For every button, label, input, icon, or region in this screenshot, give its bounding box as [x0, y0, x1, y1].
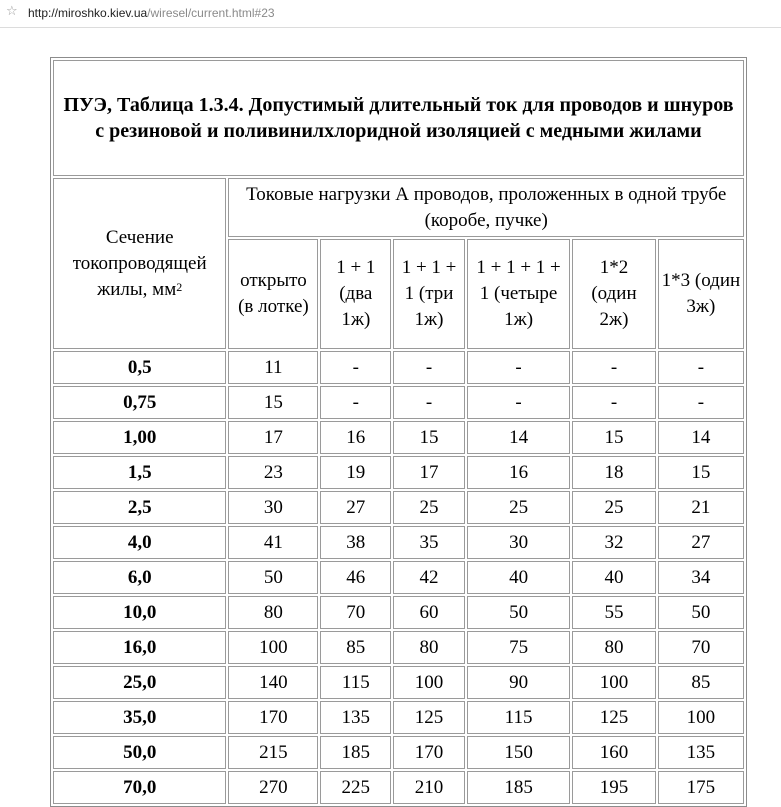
table-cell: 41 — [228, 526, 318, 559]
table-cell: 55 — [572, 596, 656, 629]
table-cell: 75 — [467, 631, 570, 664]
table-cell: 40 — [467, 561, 570, 594]
table-row — [53, 456, 744, 489]
table-cell: 135 — [320, 701, 391, 734]
url-path: /wiresel/current.html#23 — [147, 6, 275, 20]
table-cell: 25 — [393, 491, 465, 524]
table-cell: 140 — [228, 666, 318, 699]
address-bar[interactable] — [0, 0, 781, 28]
table-cell: - — [658, 386, 744, 419]
url-text[interactable] — [28, 6, 275, 20]
table-cell: 170 — [228, 701, 318, 734]
table-row — [53, 386, 744, 419]
row-section: 50,0 — [53, 736, 226, 769]
table-cell: - — [320, 351, 391, 384]
section-header-text: Сечение токопроводящей жилы, мм — [72, 226, 207, 300]
table-row — [53, 491, 744, 524]
table-cell: 42 — [393, 561, 465, 594]
table-cell: 100 — [393, 666, 465, 699]
table-cell: 18 — [572, 456, 656, 489]
table-cell: 185 — [320, 736, 391, 769]
table-cell: 85 — [658, 666, 744, 699]
table-cell: 14 — [658, 421, 744, 454]
table-cell: 70 — [320, 596, 391, 629]
table-cell: 38 — [320, 526, 391, 559]
row-section: 70,0 — [53, 771, 226, 804]
table-cell: 50 — [467, 596, 570, 629]
table-cell: 100 — [228, 631, 318, 664]
row-section: 35,0 — [53, 701, 226, 734]
load-group-header: Токовые нагрузки А проводов, проложенных в одной трубе (коробе, пучке) — [228, 178, 744, 237]
column-header-1: открыто (в лотке) — [228, 239, 318, 349]
table-cell: 185 — [467, 771, 570, 804]
table-cell: 60 — [393, 596, 465, 629]
table-cell: 80 — [228, 596, 318, 629]
table-cell: 270 — [228, 771, 318, 804]
table-cell: - — [572, 386, 656, 419]
column-header-3: 1 + 1 + 1 (три 1ж) — [393, 239, 465, 349]
table-cell: 115 — [320, 666, 391, 699]
table-cell: 215 — [228, 736, 318, 769]
url-host: http://miroshko.kiev.ua — [28, 6, 148, 20]
row-section: 25,0 — [53, 666, 226, 699]
table-cell: 15 — [228, 386, 318, 419]
table-row — [53, 596, 744, 629]
table-cell: 70 — [658, 631, 744, 664]
table-cell: - — [393, 351, 465, 384]
table-cell: 50 — [658, 596, 744, 629]
star-icon[interactable]: ☆ — [6, 4, 18, 19]
row-section: 0,5 — [53, 351, 226, 384]
table-cell: - — [393, 386, 465, 419]
table-cell: 15 — [572, 421, 656, 454]
table-cell: 15 — [658, 456, 744, 489]
table-cell: 85 — [320, 631, 391, 664]
table-cell: 175 — [658, 771, 744, 804]
section-column-header — [53, 178, 226, 349]
table-cell: 35 — [393, 526, 465, 559]
table-cell: 30 — [467, 526, 570, 559]
table-row — [53, 526, 744, 559]
row-section: 16,0 — [53, 631, 226, 664]
row-section: 10,0 — [53, 596, 226, 629]
table-cell: 115 — [467, 701, 570, 734]
table-cell: 14 — [467, 421, 570, 454]
table-cell: 16 — [467, 456, 570, 489]
row-section: 4,0 — [53, 526, 226, 559]
current-table — [50, 57, 747, 807]
row-section: 1,5 — [53, 456, 226, 489]
column-header-6: 1*3 (один 3ж) — [658, 239, 744, 349]
table-cell: 34 — [658, 561, 744, 594]
table-cell: 27 — [658, 526, 744, 559]
table-cell: 90 — [467, 666, 570, 699]
table-cell: 210 — [393, 771, 465, 804]
table-cell: 125 — [572, 701, 656, 734]
row-section: 6,0 — [53, 561, 226, 594]
table-cell: - — [467, 386, 570, 419]
table-cell: 80 — [393, 631, 465, 664]
table-title — [53, 60, 744, 176]
table-row — [53, 701, 744, 734]
table-cell: 17 — [393, 456, 465, 489]
row-section: 1,00 — [53, 421, 226, 454]
table-cell: 100 — [572, 666, 656, 699]
table-row — [53, 561, 744, 594]
row-section: 0,75 — [53, 386, 226, 419]
table-title-line2: с резиновой и поливинилхлоридной изоляцией с медными жилами — [95, 120, 702, 142]
table-cell: 11 — [228, 351, 318, 384]
table-cell: 170 — [393, 736, 465, 769]
table-cell: 25 — [467, 491, 570, 524]
column-header-2: 1 + 1 (два 1ж) — [320, 239, 391, 349]
table-row — [53, 736, 744, 769]
table-row — [53, 771, 744, 804]
table-cell: 100 — [658, 701, 744, 734]
table-row — [53, 421, 744, 454]
column-header-4: 1 + 1 + 1 + 1 (четыре 1ж) — [467, 239, 570, 349]
table-row — [53, 666, 744, 699]
table-cell: 17 — [228, 421, 318, 454]
table-cell: 23 — [228, 456, 318, 489]
table-cell: 150 — [467, 736, 570, 769]
table-cell: 32 — [572, 526, 656, 559]
table-cell: - — [320, 386, 391, 419]
table-cell: - — [467, 351, 570, 384]
table-cell: 21 — [658, 491, 744, 524]
section-header-superscript: 2 — [176, 279, 183, 294]
table-cell: 15 — [393, 421, 465, 454]
table-cell: 160 — [572, 736, 656, 769]
table-cell: 225 — [320, 771, 391, 804]
table-cell: - — [658, 351, 744, 384]
table-cell: 40 — [572, 561, 656, 594]
table-cell: 46 — [320, 561, 391, 594]
table-row — [53, 631, 744, 664]
table-cell: 125 — [393, 701, 465, 734]
table-cell: 25 — [572, 491, 656, 524]
row-section: 2,5 — [53, 491, 226, 524]
table-row — [53, 351, 744, 384]
table-cell: 19 — [320, 456, 391, 489]
table-cell: 80 — [572, 631, 656, 664]
table-cell: 27 — [320, 491, 391, 524]
table-cell: - — [572, 351, 656, 384]
table-cell: 135 — [658, 736, 744, 769]
column-header-5: 1*2 (один 2ж) — [572, 239, 656, 349]
table-cell: 50 — [228, 561, 318, 594]
table-title-line1: ПУЭ, Таблица 1.3.4. Допустимый длительный ток для проводов и шнуров — [63, 94, 734, 116]
table-cell: 16 — [320, 421, 391, 454]
table-cell: 30 — [228, 491, 318, 524]
table-cell: 195 — [572, 771, 656, 804]
